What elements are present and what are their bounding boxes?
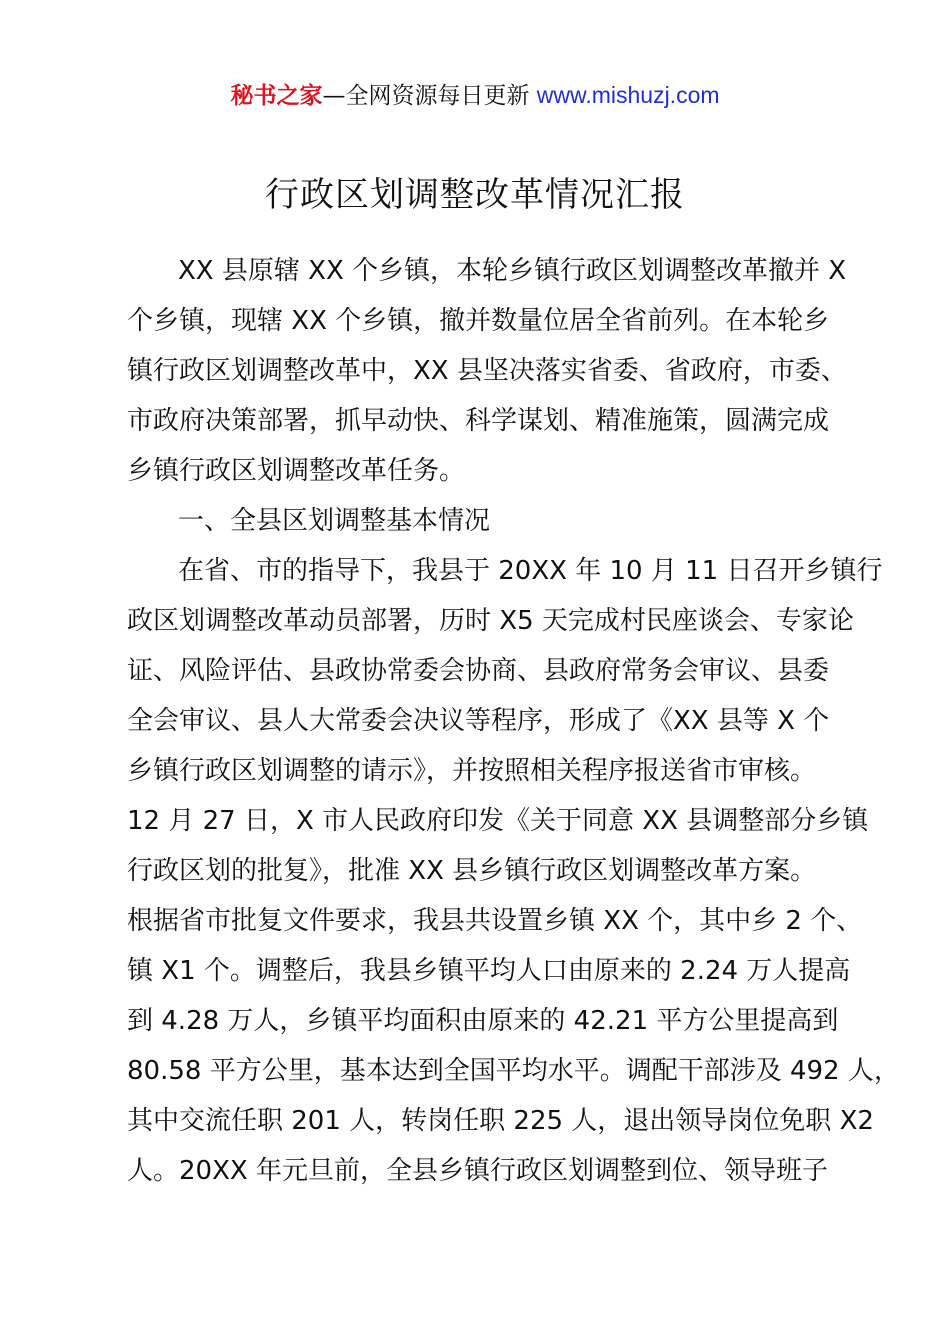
site-url-link[interactable]: www.mishuzj.com [536, 82, 720, 108]
section-heading: 一、全县区划调整基本情况 [178, 506, 491, 536]
paragraph-line: 证、风险评估、县政协常委会协商、县政府常务会审议、县委 [127, 656, 830, 686]
paragraph-line: 其中交流任职 201 人，转岗任职 225 人，退出领导岗位免职 X2 [127, 1106, 874, 1136]
paragraph-line: XX 县原辖 XX 个乡镇，本轮乡镇行政区划调整改革撤并 X [178, 256, 847, 286]
paragraph-line: 镇 X1 个。调整后，我县乡镇平均人口由原来的 2.24 万人提高 [127, 956, 851, 986]
paragraph-line: 80.58 平方公里，基本达到全国平均水平。调配干部涉及 492 人， [127, 1056, 900, 1086]
site-header [0, 78, 950, 113]
header-tagline: —全网资源每日更新 [322, 83, 530, 109]
paragraph-line: 行政区划的批复》，批准 XX 县乡镇行政区划调整改革方案。 [127, 856, 817, 886]
paragraph-line: 人。20XX 年元旦前，全县乡镇行政区划调整到位、领导班子 [127, 1156, 828, 1186]
paragraph-line: 全会审议、县人大常委会决议等程序，形成了《XX 县等 X 个 [127, 706, 830, 736]
paragraph-line: 根据省市批复文件要求，我县共设置乡镇 XX 个，其中乡 2 个、 [127, 906, 863, 936]
paragraph-line: 个乡镇，现辖 XX 个乡镇，撤并数量位居全省前列。在本轮乡 [127, 306, 830, 336]
paragraph-line: 在省、市的指导下，我县于 20XX 年 10 月 11 日召开乡镇行 [178, 556, 883, 586]
paragraph-line: 乡镇行政区划调整改革任务。 [127, 456, 466, 486]
document-title: 行政区划调整改革情况汇报 [265, 175, 685, 215]
paragraph-line: 镇行政区划调整改革中，XX 县坚决落实省委、省政府，市委、 [127, 356, 847, 386]
paragraph-line: 乡镇行政区划调整的请示》，并按照相关程序报送省市审核。 [127, 756, 817, 786]
paragraph-line: 到 4.28 万人，乡镇平均面积由原来的 42.21 平方公里提高到 [127, 1006, 839, 1036]
document-body [127, 246, 900, 1196]
paragraph-line: 政区划调整改革动员部署，历时 X5 天完成村民座谈会、专家论 [127, 606, 854, 636]
paragraph-line: 市政府决策部署，抓早动快、科学谋划、精准施策，圆满完成 [127, 406, 830, 436]
brand-name: 秘书之家 [230, 83, 323, 109]
paragraph-line: 12 月 27 日，X 市人民政府印发《关于同意 XX 县调整部分乡镇 [127, 806, 869, 836]
